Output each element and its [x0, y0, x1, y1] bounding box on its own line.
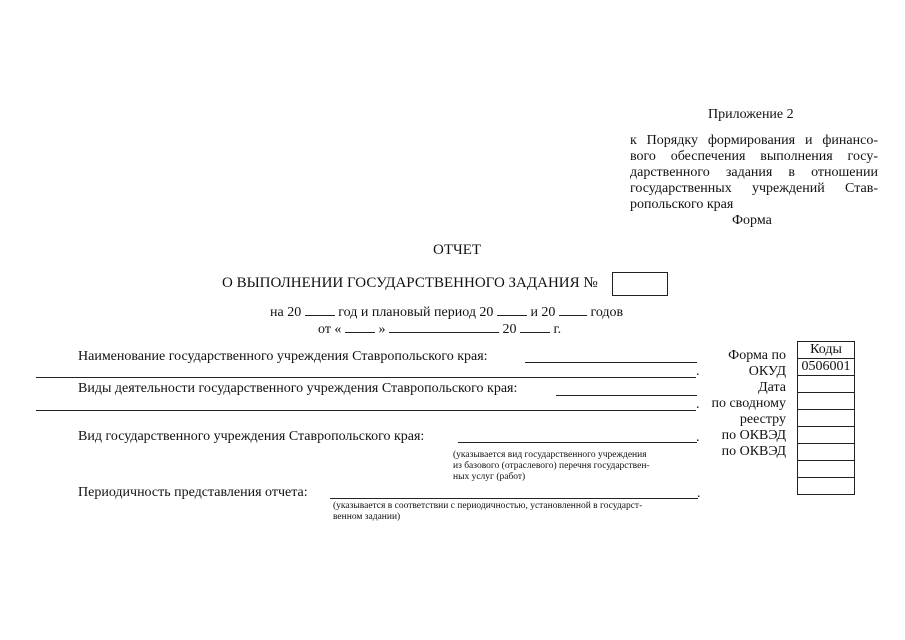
- institution-type-hint: [453, 450, 650, 483]
- year-mid2: и 20: [530, 305, 556, 320]
- plan-year1-blank[interactable]: [497, 302, 527, 316]
- okved-cell-1[interactable]: [798, 427, 855, 444]
- period-mark: .: [697, 486, 701, 501]
- date-year-blank[interactable]: [520, 319, 550, 333]
- order-line: к Порядку формирования и финансо-: [630, 133, 878, 148]
- okved-cell-4[interactable]: [798, 478, 855, 495]
- hint-line: (указывается в соответствии с периодичностью, установленной в государст-: [333, 501, 643, 511]
- okud-code-cell: 0506001: [798, 359, 855, 376]
- label-reestru: реестру: [739, 412, 786, 427]
- month-blank[interactable]: [389, 319, 499, 333]
- form-label: Форма: [732, 213, 772, 228]
- report-date-line: [318, 319, 561, 338]
- date-prefix: от «: [318, 322, 342, 337]
- okved-cell-3[interactable]: [798, 461, 855, 478]
- periodicity-field[interactable]: [330, 498, 698, 499]
- activity-types-label: Виды деятельности государственного учреждения Ставропольского края:: [78, 381, 518, 396]
- label-form-po: Форма по: [728, 348, 786, 363]
- periodicity-hint: [333, 501, 642, 523]
- hint-line: ных услуг (работ): [453, 472, 526, 482]
- day-blank[interactable]: [345, 319, 375, 333]
- order-line: ропольского края: [630, 197, 734, 212]
- report-subtitle: О ВЫПОЛНЕНИИ ГОСУДАРСТВЕННОГО ЗАДАНИЯ №: [222, 275, 598, 291]
- codes-table: [797, 341, 855, 495]
- order-line: государственных учреждений Став-: [630, 181, 878, 196]
- hint-line: (указывается вид государственного учреждения: [453, 450, 647, 460]
- plan-year2-blank[interactable]: [559, 302, 587, 316]
- date-mid: »: [378, 322, 386, 337]
- label-okved-2: по ОКВЭД: [721, 444, 786, 459]
- registry-cell[interactable]: [798, 393, 855, 410]
- order-line: вого обеспечения выполнения госу-: [630, 149, 878, 164]
- institution-name-field[interactable]: [525, 362, 697, 363]
- institution-name-field-line2[interactable]: [36, 377, 696, 378]
- label-date: Дата: [758, 380, 786, 395]
- appendix-title: Приложение 2: [708, 107, 794, 122]
- label-po-svodnomu: по сводному: [711, 396, 786, 411]
- label-okved-1: по ОКВЭД: [721, 428, 786, 443]
- order-reference: [630, 133, 878, 213]
- report-title: ОТЧЕТ: [433, 242, 482, 258]
- period-mark: .: [696, 364, 700, 379]
- date-year: 20: [502, 322, 517, 337]
- year-blank[interactable]: [305, 302, 335, 316]
- label-okud: ОКУД: [748, 364, 786, 379]
- date-suffix: г.: [553, 322, 562, 337]
- institution-type-field[interactable]: [458, 442, 697, 443]
- activity-types-field-line2[interactable]: [36, 410, 696, 411]
- codes-header: Коды: [798, 342, 855, 359]
- year-mid1: год и плановый период 20: [338, 305, 494, 320]
- year-prefix: на 20: [270, 305, 302, 320]
- institution-name-label: Наименование государственного учреждения Ставропольского края:: [78, 349, 488, 364]
- institution-type-label: Вид государственного учреждения Ставропольского края:: [78, 429, 425, 444]
- order-line: дарственного задания в отношении: [630, 165, 878, 180]
- hint-line: венном задании): [333, 512, 401, 522]
- date-cell[interactable]: [798, 376, 855, 393]
- year-suffix: годов: [590, 305, 624, 320]
- report-number-box[interactable]: [612, 272, 668, 296]
- okved-cell-2[interactable]: [798, 444, 855, 461]
- period-mark: .: [696, 397, 700, 412]
- hint-line: из базового (отраслевого) перечня государствен-: [453, 461, 650, 471]
- registry-cell-2[interactable]: [798, 410, 855, 427]
- periodicity-label: Периодичность представления отчета:: [78, 485, 308, 500]
- activity-types-field[interactable]: [556, 395, 697, 396]
- period-mark: .: [696, 430, 700, 445]
